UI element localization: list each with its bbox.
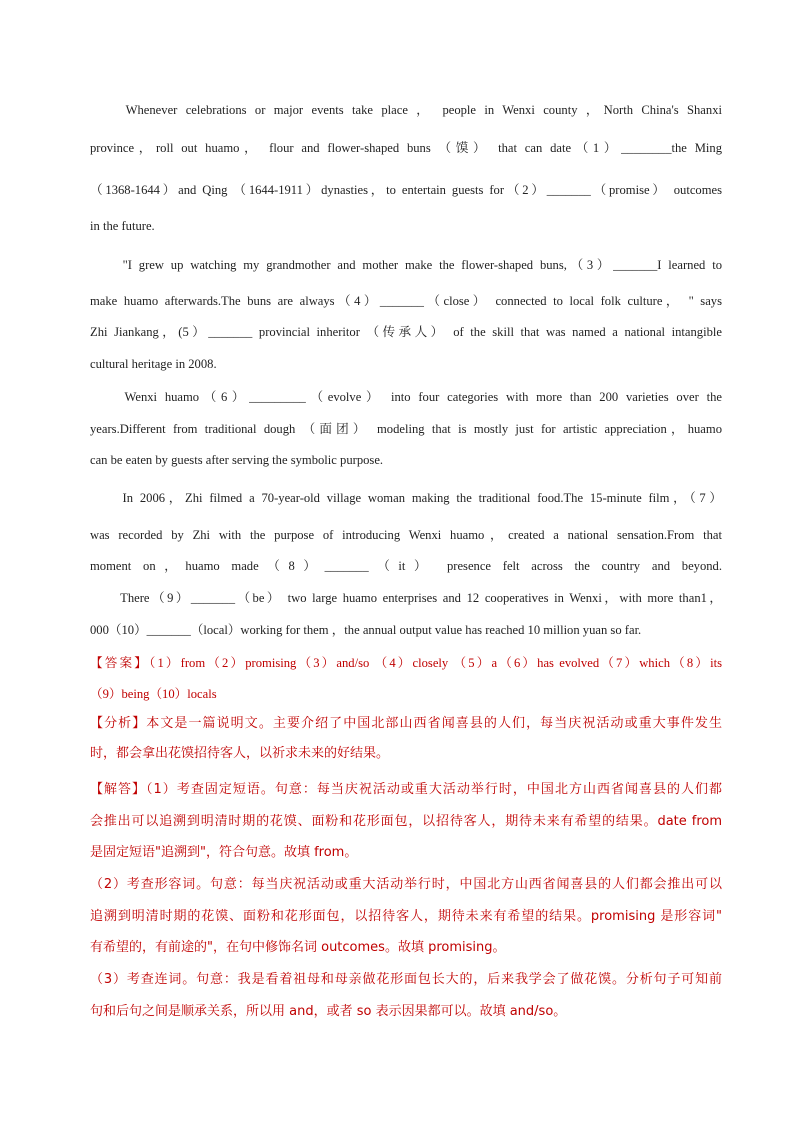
passage-line: years.Different from traditional dough （面团） modeling that is mostly just for artistic appreciation，huamo [90, 422, 722, 436]
analysis-line: 时，都会拿出花馍招待客人，以祈求未来的好结果。 [90, 746, 390, 761]
analysis-line [90, 716, 722, 732]
passage-line: There（9）_______（be） two large huamo enterprises and 12 cooperatives in Wenxi，with more than1， [90, 591, 722, 605]
explanation-line: 句和后句之间是顺承关系，所以用 and，或者 so 表示因果都可以。故填 and/so。 [90, 1004, 567, 1019]
explanation-line: 有希望的，有前途的"，在句中修饰名词 outcomes。故填 promising。 [90, 940, 506, 955]
answer-label: 【答案】 [90, 655, 149, 670]
passage-line: in the future. [90, 219, 155, 233]
analysis-text: 本文是一篇说明文。主要介绍了中国北部山西省闻喜县的人们，每当庆祝活动或重大事件发生 [146, 716, 722, 731]
explanation-line: 会推出可以追溯到明清时期的花馍、面粉和花形面包，以招待客人，期待未来有希望的结果。date from [90, 814, 722, 829]
passage-line: Wenxi huamo（6）_________（evolve） into four categories with more than 200 varieties over the [90, 390, 722, 404]
explanation-line: （2）考查形容词。句意：每当庆祝活动或重大活动举行时，中国北方山西省闻喜县的人们都会推出可以 [90, 877, 722, 892]
answer-line: （9）being（10）locals [90, 687, 217, 701]
passage-line: was recorded by Zhi with the purpose of introducing Wenxi huamo，created a national sensation.From that [90, 528, 722, 542]
passage-line: can be eaten by guests after serving the symbolic purpose. [90, 453, 384, 467]
passage-line: In 2006，Zhi filmed a 70-year-old village woman making the traditional food.The 15-minute film，（7） [90, 491, 722, 505]
analysis-label: 【分析】 [90, 716, 147, 731]
passage-line: moment on，huamo made（8）_______（it） presence felt across the country and beyond. [90, 559, 722, 573]
passage-line: Whenever celebrations or major events take place ， people in Wenxi county ，North China's Shanxi [90, 103, 722, 117]
explanation-label: 【解答】 [90, 782, 147, 797]
explanation-line [90, 782, 722, 798]
passage-line: （1368-1644）and Qing （1644-1911）dynasties，to entertain guests for（2）_______（promise） outcomes [90, 183, 722, 197]
passage-line: Zhi Jiankang，(5）_______ provincial inheritor （传承人） of the skill that was named a national intangible [90, 325, 722, 339]
explanation-line: （3）考查连词。句意：我是看着祖母和母亲做花形面包长大的，后来我学会了做花馍。分析句子可知前 [90, 972, 722, 987]
passage-line: 000（10）_______（local）working for them ，the annual output value has reached 10 million yuan so far. [90, 623, 642, 637]
passage-line: make huamo afterwards.The buns are always（4）_______（close） connected to local folk culture， " says [90, 294, 722, 308]
passage-line: province，roll out huamo， flour and flower-shaped buns （馍） that can date（1）________the Ming [90, 141, 722, 155]
passage-line: cultural heritage in 2008. [90, 357, 217, 371]
explanation-text: （1）考查固定短语。句意：每当庆祝活动或重大活动举行时，中国北方山西省闻喜县的人们都 [146, 782, 722, 797]
answer-line [90, 655, 722, 672]
passage-line: "I grew up watching my grandmother and mother make the flower-shaped buns,（3）_______I learned to [90, 258, 722, 272]
explanation-line: 是固定短语"追溯到"，符合句意。故填 from。 [90, 845, 358, 860]
explanation-line: 追溯到明清时期的花馍、面粉和花形面包，以招待客人，期待未来有希望的结果。promising 是形容词" [90, 909, 722, 924]
answer-text: （1）from（2）promising（3）and/so （4）closely （5）a（6）has evolved（7）which（8）its [149, 656, 722, 670]
